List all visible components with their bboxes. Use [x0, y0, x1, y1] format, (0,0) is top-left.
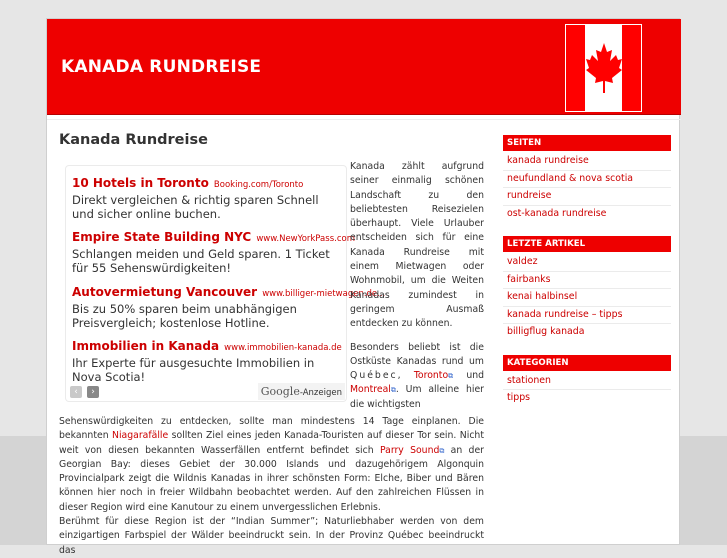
sidebar-link[interactable]: fairbanks: [503, 272, 671, 290]
ad-title[interactable]: Autovermietung Vancouver: [72, 285, 258, 299]
montreal-link[interactable]: Montreal: [350, 384, 391, 396]
ad-prev-button[interactable]: ‹: [70, 386, 82, 398]
external-link-icon: ⧉: [390, 386, 396, 395]
ad-title[interactable]: Immobilien in Kanada: [72, 339, 220, 353]
indian-summer-paragraph: Berühmt für diese Region ist der “Indian Summer”; Naturliebhaber werden von dem einzigartigen Farbspiel der Wälder beeindruckt sein. In der Provinz Québec beeindruckt das: [59, 516, 484, 556]
sights-paragraph: [59, 415, 484, 515]
quebec-text: Québec: [350, 370, 398, 382]
widget-recent-posts: [503, 236, 671, 347]
east-coast-paragraph: [350, 341, 484, 412]
text-segment: . Um alleine hier die wichtigsten: [350, 384, 484, 410]
widget-categories: [503, 355, 671, 413]
sidebar: [503, 135, 671, 413]
intro-paragraph: Kanada zählt aufgrund seiner einmalig schönen Landschaft zu den beliebtesten Reisezielen überhaupt. Viele Urlauber entscheiden sich für eine Kanada Rundreise mit einem Mietwagen oder Wohnmobil, um die Weiten Kanadas zumindest in geringem Ausmaß entdecken zu können.: [350, 161, 484, 330]
ad-title[interactable]: 10 Hotels in Toronto: [72, 176, 209, 190]
ad-url[interactable]: www.NewYorkPass.com: [256, 234, 355, 244]
sidebar-link[interactable]: kenai halbinsel: [503, 289, 671, 307]
ad-item[interactable]: [72, 281, 386, 330]
main-content: [59, 129, 484, 556]
ad-nav: [70, 379, 99, 398]
sidebar-link[interactable]: kanada rundreise – tipps: [503, 307, 671, 325]
ad-text: Ihr Experte für ausgesuchte Immobilien in Nova Scotia!: [72, 356, 315, 384]
widget-heading: KATEGORIEN: [503, 355, 671, 371]
sidebar-link[interactable]: neufundland & nova scotia: [503, 171, 671, 189]
ad-url[interactable]: Booking.com/Toronto: [213, 180, 304, 190]
ad-item[interactable]: [72, 226, 355, 275]
header-divider: [47, 119, 681, 120]
text-segment: sollten Ziel eines jeden Kanada-Touristen auf dieser Tor sein. Nicht weit von diesen bekannten Wasserfällen entfernt befindet sich: [59, 430, 484, 456]
full-width-text: [59, 415, 484, 558]
ad-url[interactable]: www.immobilien-kanada.de: [224, 343, 342, 353]
text-segment: und: [466, 370, 484, 382]
sidebar-link[interactable]: rundreise: [503, 188, 671, 206]
sidebar-link[interactable]: ost-kanada rundreise: [507, 207, 607, 219]
sidebar-link[interactable]: stationen: [503, 373, 671, 391]
text-segment: Besonders beliebt ist die Ostküste Kanadas rund um: [350, 341, 484, 367]
ad-item[interactable]: [72, 172, 344, 221]
widget-heading: LETZTE ARTIKEL: [503, 236, 671, 252]
widget-pages: [503, 135, 671, 228]
site-header: [47, 19, 681, 115]
toronto-link[interactable]: Toronto: [413, 370, 449, 382]
ad-item[interactable]: [72, 335, 344, 384]
sidebar-link[interactable]: billigflug kanada: [507, 326, 585, 337]
niagara-link[interactable]: Niagarafälle: [112, 430, 169, 442]
parry-sound-link[interactable]: Parry Sound: [379, 444, 440, 456]
canada-flag-icon: [565, 24, 642, 112]
external-link-icon: ⧉: [439, 446, 445, 455]
external-link-icon: ⧉: [448, 372, 454, 381]
text-segment: Sehenswürdigkeiten zu entdecken, sollte man mindestens 14 Tage einplanen. Die bekannten: [59, 416, 484, 442]
ad-text: Direkt vergleichen & richtig sparen Schnell und sicher online buchen.: [72, 193, 319, 221]
ad-next-button[interactable]: ›: [87, 386, 99, 398]
ad-url[interactable]: www.billiger-mietwagen.de...: [262, 289, 386, 299]
sidebar-link[interactable]: tipps: [507, 392, 531, 403]
ad-text: Bis zu 50% sparen beim unabhängigen Preisvergleich; kostenlose Hotline.: [72, 302, 297, 330]
text-segment: ,: [397, 370, 401, 382]
google-logo: Google: [260, 385, 300, 398]
google-ads-label[interactable]: [258, 383, 345, 400]
site-title[interactable]: KANADA RUNDREISE: [61, 57, 262, 77]
intro-column: [350, 160, 484, 412]
widget-heading: SEITEN: [503, 135, 671, 151]
sidebar-link[interactable]: kanada rundreise: [503, 153, 671, 171]
post-title: Kanada Rundreise: [59, 132, 208, 148]
page-container: [46, 18, 680, 556]
text-segment: an der Georgian Bay: dieses Gebiet der 30.000 Islands und dazugehörigem Algonquin Provincialpark zeigt die Wildnis Kanadas in ihrer schönsten Form: Elche, Biber und Bären können hier noch in freier Wildbahn beobachtet werden. Auf den zahlreichen Flüssen in dieser Region wird eine Kanutour zu einem unvergesslichen Erlebnis.: [59, 444, 484, 513]
sidebar-link[interactable]: valdez: [503, 254, 671, 272]
ad-text: Schlangen meiden und Geld sparen. 1 Ticket für 55 Sehenswürdigkeiten!: [72, 247, 330, 275]
ads-suffix: -Anzeigen: [299, 388, 342, 398]
ad-title[interactable]: Empire State Building NYC: [72, 230, 252, 244]
